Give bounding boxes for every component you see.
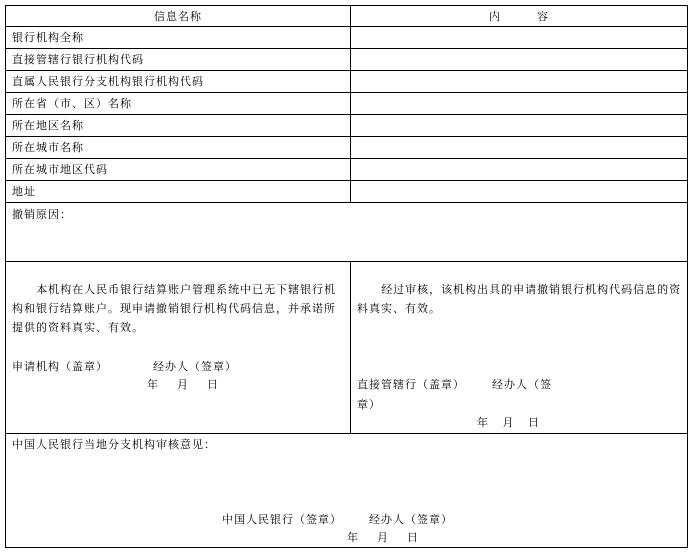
row-divider	[6, 158, 687, 159]
row-divider	[6, 70, 687, 71]
row-divider	[6, 180, 687, 181]
applicant-date: 年 月 日	[147, 378, 219, 391]
row-divider	[6, 114, 687, 115]
row-label-address: 地址	[12, 185, 36, 198]
revocation-reason-label: 撤销原因：	[12, 208, 72, 221]
row-label-pboc-branch-code: 直属人民银行分支机构银行机构代码	[12, 75, 204, 88]
row-label-bank-full-name: 银行机构全称	[12, 31, 84, 44]
row-divider	[6, 48, 687, 49]
applicant-statement: 本机构在人民币银行结算账户管理系统中已无下辖银行机构和银行结算账户。现申请撤销银行机构代码信息，并承诺所提供的资料真实、有效。	[12, 283, 337, 334]
column-divider	[350, 261, 351, 433]
supervisor-date: 年 月 日	[477, 416, 540, 429]
row-divider	[6, 92, 687, 93]
supervisor-statement: 经过审核，该机构出具的申请撤销银行机构代码信息的资料真实、有效。	[357, 283, 682, 315]
supervisor-seal-line-continued: 章）	[357, 398, 381, 411]
pboc-seal-line: 中国人民银行（签章） 经办人（签章）	[222, 513, 453, 526]
header-info-name: 信息名称	[154, 10, 202, 23]
pboc-review-label: 中国人民银行当地分支机构审核意见：	[12, 438, 216, 451]
row-label-region: 所在地区名称	[12, 119, 84, 132]
row-divider	[6, 433, 687, 434]
row-divider	[6, 26, 687, 27]
revocation-form	[5, 5, 688, 548]
row-label-supervisor-code: 直接管辖行银行机构代码	[12, 53, 144, 66]
column-divider	[350, 6, 351, 202]
header-content: 内 容	[489, 10, 549, 23]
supervisor-seal-line: 直接管辖行（盖章） 经办人（签	[357, 378, 552, 391]
row-divider	[6, 136, 687, 137]
row-label-city: 所在城市名称	[12, 141, 84, 154]
row-divider	[6, 261, 687, 262]
row-label-province: 所在省（市、区）名称	[12, 97, 132, 110]
applicant-seal-line: 申请机构（盖章） 经办人（签章）	[12, 360, 237, 373]
row-label-city-region-code: 所在城市地区代码	[12, 163, 108, 176]
row-divider	[6, 202, 687, 203]
pboc-date: 年 月 日	[347, 531, 419, 544]
